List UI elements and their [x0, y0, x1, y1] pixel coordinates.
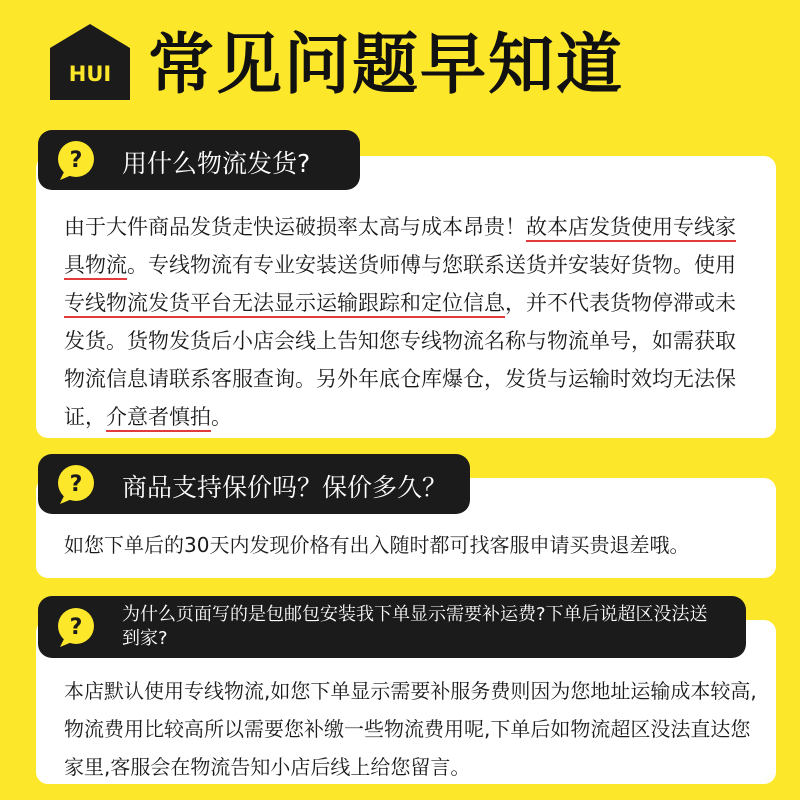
question-bubble-icon: [54, 138, 98, 182]
question-pill-3: [38, 596, 746, 658]
answer-1-highlight-2: 专线物流发货平台无法显示运输跟踪和定位信息: [64, 291, 505, 318]
answer-1-part-4: 。: [211, 405, 232, 429]
question-text-2: 商品支持保价吗？保价多久？: [122, 473, 448, 502]
answer-text-2: 如您下单后的30天内发现价格有出入随时都可找客服申请买贵退差哦。: [64, 533, 690, 557]
svg-text:?: ?: [69, 148, 83, 173]
question-text-3: 为什么页面写的是包邮包安装我下单显示需要补运费?下单后说超区没法送到家?: [122, 604, 708, 649]
answer-1-part-3: ，并不代表货物停滞或未发货。货物发货后小店会线上告知您专线物流名称与物流单号，如需获取物流信息请联系客服查询。另外年底仓库爆仓，发货与运输时效均无法保证，: [64, 291, 736, 429]
question-pill-2: [38, 454, 470, 514]
page-title: 常见问题早知道: [148, 26, 624, 103]
svg-text:?: ?: [69, 472, 83, 497]
answer-1-highlight-3: 介意者慎拍: [106, 405, 211, 432]
logo-text: HUI: [68, 62, 112, 86]
question-pill-1: [38, 130, 360, 190]
answer-1-highlight-1: 故本店发货使用专线家具物流: [64, 215, 736, 280]
question-bubble-icon: [54, 462, 98, 506]
answer-1-part-2: 。专线物流有专业安装送货师傅与您联系送货并安装好货物。使用: [127, 253, 736, 277]
answer-1-part-1: 由于大件商品发货走快运破损率太高与成本昂贵！: [64, 215, 526, 239]
question-bubble-icon: [54, 605, 98, 649]
svg-text:?: ?: [69, 615, 83, 640]
brand-logo: [48, 22, 132, 102]
answer-text-1: [64, 208, 754, 436]
answer-card-1: [36, 156, 776, 438]
question-text-1: 用什么物流发货?: [122, 149, 311, 178]
answer-text-3: 本店默认使用专线物流,如您下单显示需要补服务费则因为您地址运输成本较高,物流费用比较高所以需要您补缴一些物流费用呢,下单后如物流超区没法直达您家里,客服会在物流告知小店后线上给您留言。: [64, 679, 757, 779]
